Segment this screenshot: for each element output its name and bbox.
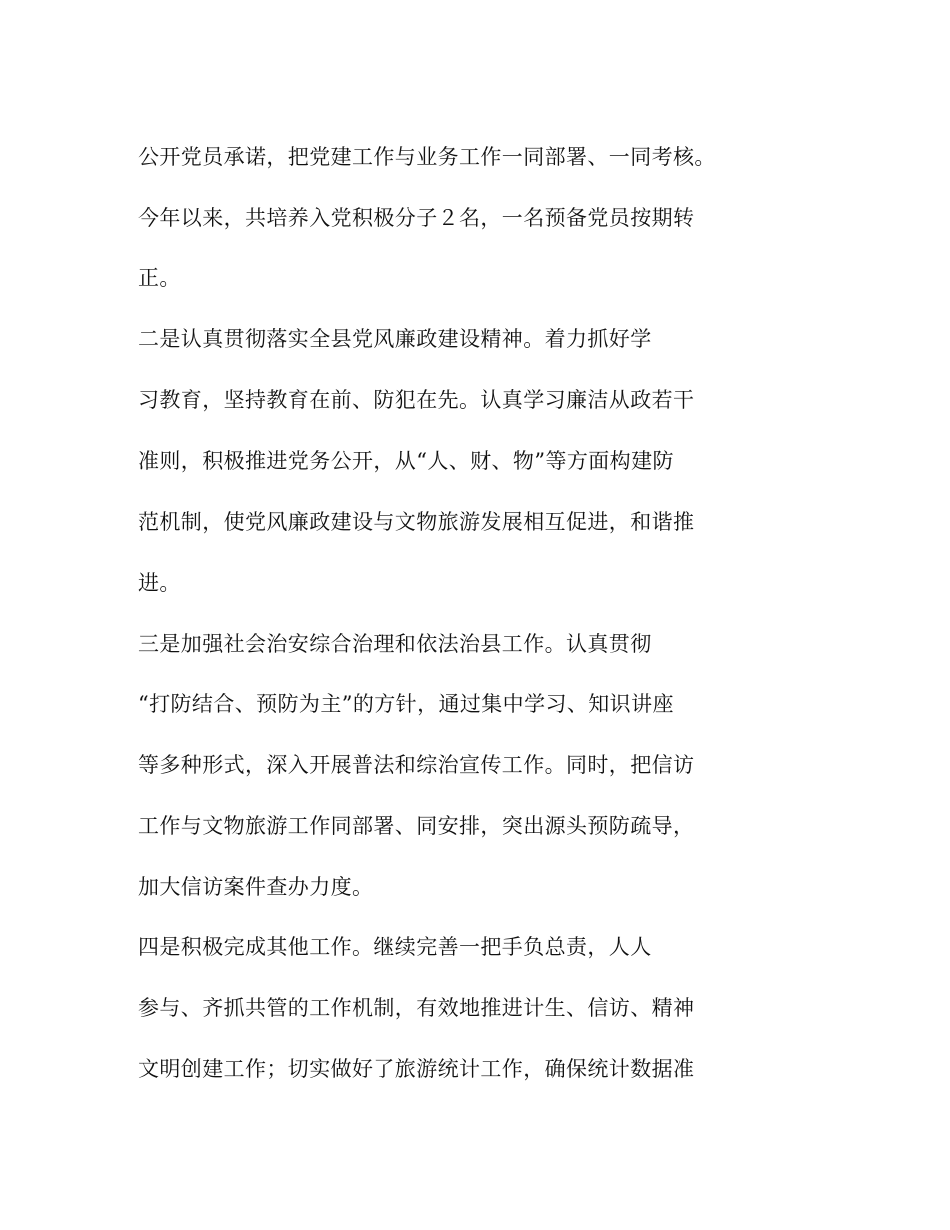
text-line-4: 二是认真贯彻落实全县党风廉政建设精神。着力抓好学 bbox=[138, 327, 652, 351]
text-line-8: 进。 bbox=[138, 571, 181, 595]
text-line-13: 加大信访案件查办力度。 bbox=[138, 875, 374, 899]
text-line-3: 正。 bbox=[138, 266, 181, 290]
text-line-7: 范机制，使党风廉政建设与文物旅游发展相互促进，和谐推 bbox=[138, 510, 695, 534]
text-line-12: 工作与文物旅游工作同部署、同安排，突出源头预防疏导， bbox=[138, 814, 695, 838]
text-line-16: 文明创建工作；切实做好了旅游统计工作，确保统计数据准 bbox=[138, 1057, 695, 1081]
text-line-11: 等多种形式，深入开展普法和综治宣传工作。同时，把信访 bbox=[138, 753, 695, 777]
text-line-15: 参与、齐抓共管的工作机制，有效地推进计生、信访、精神 bbox=[138, 996, 695, 1020]
text-line-10: “打防结合、预防为主”的方针，通过集中学习、知识讲座 bbox=[138, 692, 674, 716]
text-line-14: 四是积极完成其他工作。继续完善一把手负总责，人人 bbox=[138, 935, 652, 959]
text-line-9: 三是加强社会治安综合治理和依法治县工作。认真贯彻 bbox=[138, 632, 652, 656]
text-line-6: 准则，积极推进党务公开，从“人、财、物”等方面构建防 bbox=[138, 449, 674, 473]
text-line-5: 习教育，坚持教育在前、防犯在先。认真学习廉洁从政若干 bbox=[138, 388, 695, 412]
text-line-2: 今年以来，共培养入党积极分子２名，一名预备党员按期转 bbox=[138, 206, 695, 230]
text-line-1: 公开党员承诺，把党建工作与业务工作一同部署、一同考核。 bbox=[138, 145, 716, 169]
